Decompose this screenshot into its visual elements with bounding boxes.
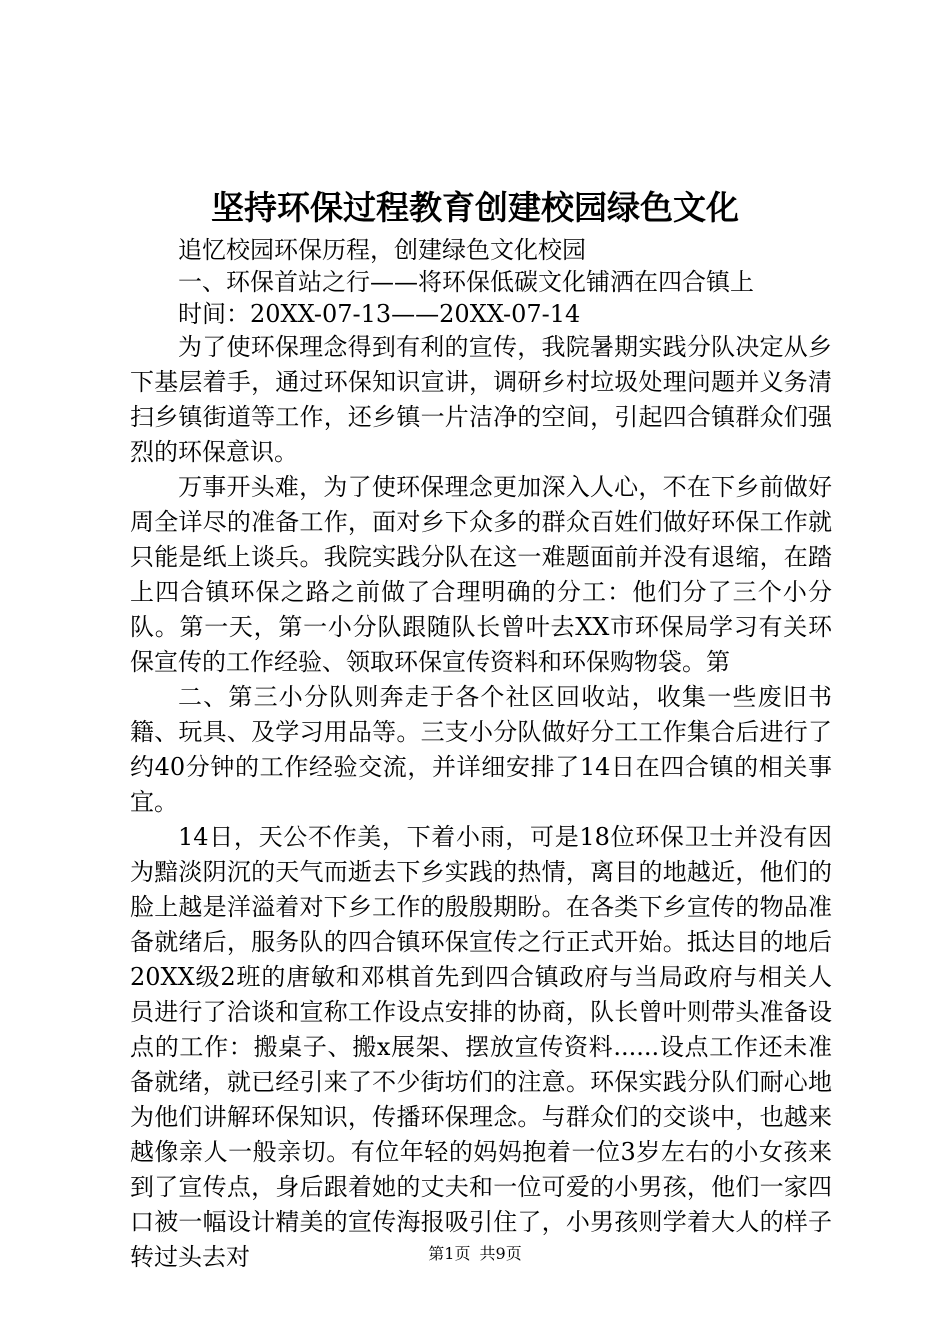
body-paragraph: 万事开头难，为了使环保理念更加深入人心，不在下乡前做好周全详尽的准备工作，面对乡下众多的群众百姓们做好环保工作就只能是纸上谈兵。我院实践分队在这一难题面前并没有退缩，在踏上四合镇环保之路之前做了合理明确的分工：他们分了三个小分队。第一天，第一小分队跟随队长曾叶去XX市环保局学习有关环保宣传的工作经验、领取环保宣传资料和环保购物袋。第	[130, 473, 832, 676]
intro-line-section-heading: 一、环保首站之行——将环保低碳文化铺洒在四合镇上	[178, 268, 754, 296]
document-body	[130, 234, 832, 1275]
body-paragraph: 二、第三小分队则奔走于各个社区回收站，收集一些废旧书籍、玩具、及学习用品等。三支小分队做好分工工作集合后进行了约40分钟的工作经验交流，并详细安排了14日在四合镇的相关事宜。	[130, 683, 832, 816]
page-footer	[0, 1244, 950, 1264]
page-total: 共9页	[479, 1244, 522, 1263]
page-number: 第1页	[428, 1244, 471, 1263]
document-title: 坚持环保过程教育创建校园绿色文化	[211, 188, 739, 227]
intro-line-time: 时间：20XX-07-13——20XX-07-14	[178, 300, 581, 328]
body-paragraph: 为了使环保理念得到有利的宣传，我院暑期实践分队决定从乡下基层着手，通过环保知识宣讲，调研乡村垃圾处理问题并义务清扫乡镇街道等工作，还乡镇一片洁净的空间，引起四合镇群众们强烈的环保意识。	[130, 333, 832, 466]
body-paragraph: 14日，天公不作美，下着小雨，可是18位环保卫士并没有因为黯淡阴沉的天气而逝去下乡实践的热情，离目的地越近，他们的脸上越是洋溢着对下乡工作的殷殷期盼。在各类下乡宣传的物品准备就绪后，服务队的四合镇环保宣传之行正式开始。抵达目的地后20XX级2班的唐敏和邓棋首先到四合镇政府与当局政府与相关人员进行了洽谈和宣称工作设点安排的协商，队长曾叶则带头准备设点的工作：搬桌子、搬x展架、摆放宣传资料......设点工作还未准备就绪，就已经引来了不少街坊们的注意。环保实践分队们耐心地为他们讲解环保知识，传播环保理念。与群众们的交谈中，也越来越像亲人一般亲切。有位年轻的妈妈抱着一位3岁左右的小女孩来到了宣传点，身后跟着她的丈夫和一位可爱的小男孩，他们一家四口被一幅设计精美的宣传海报吸引住了，小男孩则学着大人的样子转过头去对	[130, 823, 832, 1271]
intro-line-subtitle: 追忆校园环保历程，创建绿色文化校园	[178, 236, 586, 264]
